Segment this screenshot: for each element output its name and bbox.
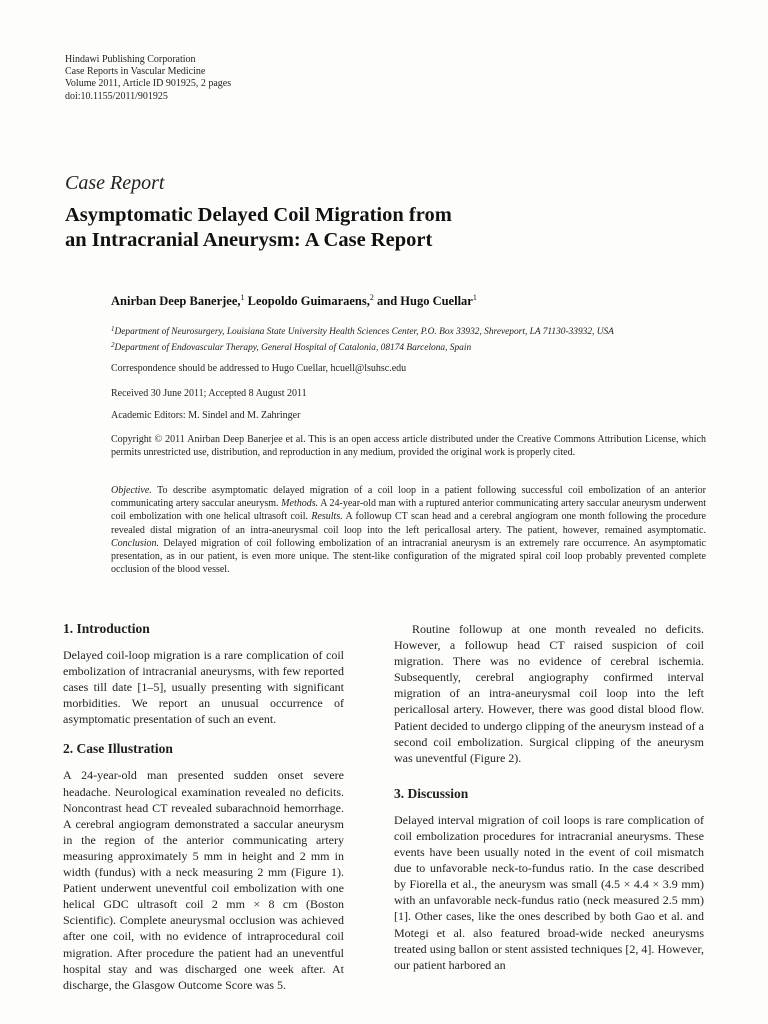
abstract-conclusion-label: Conclusion. <box>111 537 160 549</box>
academic-editors: Academic Editors: M. Sindel and M. Zahringer <box>111 410 301 421</box>
followup-text: Routine followup at one month revealed no deficits. However, a followup head CT raised suspicion of coil migration. There was no evidence of cerebral ischemia. Subsequently, cerebral angiography confirmed interval migration of an intra-aneurysmal coil loop into the left pericallosal artery. However, there was good distal blood flow. Patient decided to undergo clipping of the aneurysm instead of a second coil embolization. Surgical clipping of the aneurysm was uneventful (Figure 2). <box>394 622 704 765</box>
correspondence: Correspondence should be addressed to Hugo Cuellar, hcuell@lsuhsc.edu <box>111 363 407 374</box>
affiliation-1: $^1$Department of Neurosurgery, Louisiana State University Health Sciences Center, P.O. Box 33932, Shreveport, LA 71130-33932, USA <box>111 325 614 337</box>
abstract-objective-label: Objective. <box>111 485 152 496</box>
author-1-affil: 1 <box>240 293 245 302</box>
introduction-text: Delayed coil-loop migration is a rare complication of coil embolization of intracranial aneurysms, with few reported cases till date [1–5], usually presenting with significant morbidities. We report an unusual occurrence of asymptomatic presentation of such an event. <box>63 648 344 727</box>
received-dates: Received 30 June 2011; Accepted 8 August 2011 <box>111 388 307 399</box>
article-type: Case Report <box>65 172 165 194</box>
author-3-affil: 1 <box>472 293 477 302</box>
abstract-results-label: Results. <box>311 511 343 523</box>
copyright-notice: Copyright © 2011 Anirban Deep Banerjee et al. This is an open access article distributed under the Creative Commons Attribution License, which permits unrestricted use, distribution, and reproduction in any medium, provided the original work is properly cited. <box>111 434 706 459</box>
section-heading-discussion: 3. Discussion <box>394 785 469 801</box>
article-title <box>65 203 452 253</box>
author-3: and Hugo Cuellar <box>373 294 473 308</box>
volume-info: Volume 2011, Article ID 901925, 2 pages <box>65 78 232 90</box>
section-heading-case: 2. Case Illustration <box>63 741 173 757</box>
publisher: Hindawi Publishing Corporation <box>65 54 196 65</box>
affiliations <box>111 323 706 355</box>
section-heading-introduction: 1. Introduction <box>63 621 150 636</box>
case-illustration-text: A 24-year-old man presented sudden onset severe headache. Neurological examination revealed no deficits. Noncontrast head CT revealed subarachnoid hemorrhage. A cerebral angiogram demonstrated a saccular aneurysm in the region of the anterior communicating artery measuring approximately 5 mm in height and 2 mm in width (fundus) with a neck measuring 2 mm (Figure 1). Patient underwent uneventful coil embolization with one helical GDC ultrasoft coil 2 mm × 8 cm (Boston Scientific). Complete aneurysmal occlusion was achieved after one coil, with no evidence of intraprocedural coil migration. After procedure the patient had an uneventful hospital stay and was discharged one week after. At discharge, the Glasgow Outcome Score was 5. <box>63 768 344 992</box>
author-list <box>111 293 477 309</box>
right-column <box>394 621 704 973</box>
journal-info <box>65 54 231 103</box>
author-2-affil: 2 <box>369 293 374 302</box>
abstract <box>111 484 706 576</box>
journal-name: Case Reports in Vascular Medicine <box>65 66 206 78</box>
abstract-results: A followup CT scan head and a cerebral angiogram one month following the procedure revealed distal migration of an intra-aneurysmal coil loop into the left pericallosal artery. The patient, however, remained asymptomatic. <box>111 511 706 536</box>
abstract-methods: A 24-year-old man with a ruptured anterior communicating artery saccular aneurysm underwent coil embolization with one helical ultrasoft coil. <box>111 498 706 523</box>
left-column <box>63 621 344 993</box>
affiliation-2: $^2$Department of Endovascular Therapy, General Hospital of Catalonia, 08174 Barcelona, Spain <box>111 341 472 353</box>
title-line-1: Asymptomatic Delayed Coil Migration from <box>65 204 452 226</box>
doi: doi:10.1155/2011/901925 <box>65 90 168 102</box>
author-2: Leopoldo Guimaraens, <box>244 294 370 308</box>
abstract-objective: To describe asymptomatic delayed migration of a coil loop in a patient following successful coil embolization of an anterior communicating artery saccular aneurysm. <box>111 485 706 510</box>
abstract-conclusion: Delayed migration of coil following embolization of an intracranial aneurysm is an extremely rare occurrence. An asymptomatic presentation, as in our patient, is even more unique. The stent-like configuration of the migrated spiral coil loop probably prevented complete occlusion of the blood vessel. <box>111 537 706 576</box>
abstract-methods-label: Methods. <box>281 498 319 510</box>
title-line-2: an Intracranial Aneurysm: A Case Report <box>65 229 433 251</box>
author-1: Anirban Deep Banerjee, <box>111 294 241 308</box>
discussion-text: Delayed interval migration of coil loops is rare complication of coil embolization procedures for intracranial aneurysms. These events have been usually noted in the event of coil mismatch due to unfavorable neck-to-fundus ratio. In the case described by Fiorella et al., the aneurysm was small (4.5 × 4.4 × 3.9 mm) with an unfavorable neck-fundus ratio (neck measured 2.5 mm) [1]. Other cases, like the ones described by both Gao et al. and Motegi et al. also featured broad-wide necked aneurysms treated using ballon or stent assisted techniques [2, 4]. However, our patient harbored an <box>394 812 704 972</box>
